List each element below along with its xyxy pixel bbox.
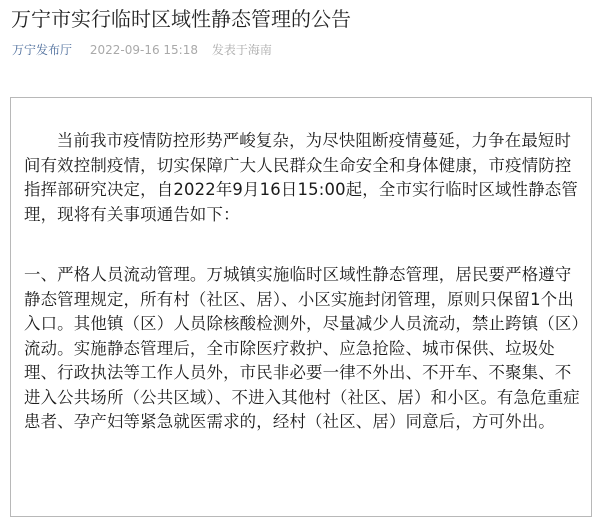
article-title: 万宁市实行临时区域性静态管理的公告 <box>11 7 351 31</box>
publish-location: 发表于海南 <box>211 43 272 57</box>
article-meta <box>12 42 272 58</box>
source-account-link[interactable]: 万宁发布厅 <box>12 43 73 57</box>
notice-intro-paragraph: 当前我市疫情防控形势严峻复杂，为尽快阻断疫情蔓延，力争在最短时间有效控制疫情，切实保障广大人民群众生命安全和身体健康，市疫情防控指挥部研究决定，自2022年9月16日15:00起，全市实行临时区域性静态管理，现将有关事项通告如下： <box>24 131 578 224</box>
notice-box <box>10 97 592 517</box>
publish-time: 2022-09-16 15:18 <box>89 43 198 57</box>
notice-item-1-paragraph: 一、严格人员流动管理。万城镇实施临时区域性静态管理，居民要严格遵守静态管理规定，所有村（社区、居）、小区实施封闭管理，原则只保留1个出入口。其他镇（区）人员除核酸检测外，尽量减少人员流动，禁止跨镇（区）流动。实施静态管理后，全市除医疗救护、应急抢险、城市保供、垃圾处理、行政执法等工作人员外，市民非必要一律不外出、不开车、不聚集、不进入公共场所（公共区域）、不进入其他村（社区、居）和小区。有急危重症患者、孕产妇等紧急就医需求的，经村（社区、居）同意后，方可外出。 <box>24 265 580 431</box>
